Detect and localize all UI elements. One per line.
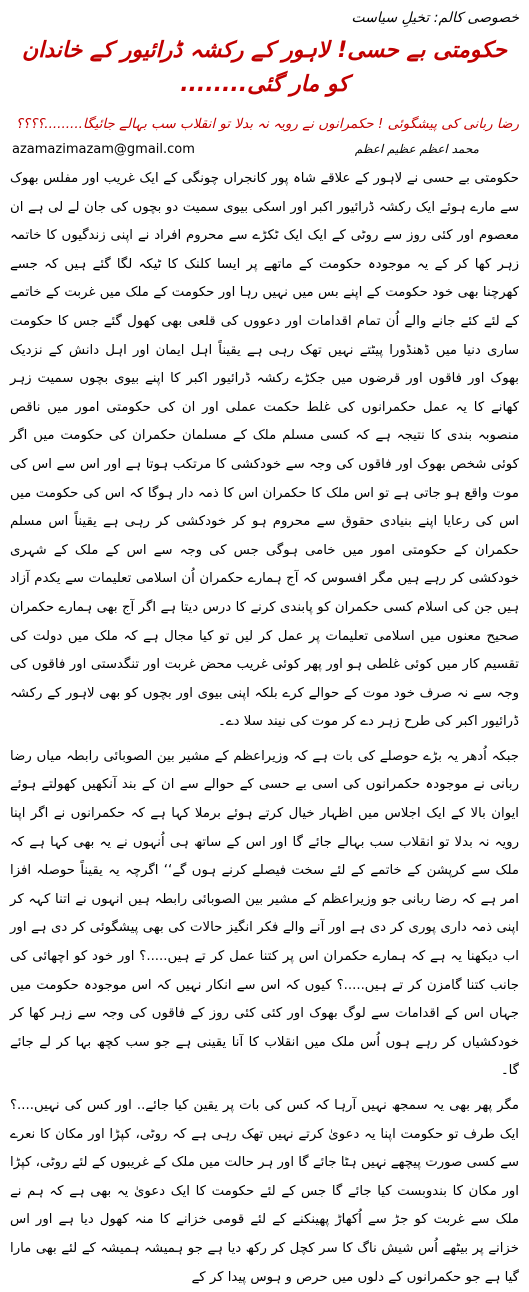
article-paragraph: مگر پھر بھی یہ سمجھ نہیں آرہا کہ کس کی بات پر یقین کیا جائے.. اور کس کی نہیں....؟ ایک طرف تو حکومت اپنا یہ دعویٰ کرتے نہیں تھک رہی ہے کہ روٹی، کپڑا اور مکان کا نعرے سے کسی صورت پیچھے نہیں ہٹا جائے گا اور ہر حالت میں ملک کے غریبوں کے لئے روٹی، کپڑا اور مکان کا بندوبست کیا جائے گا جس کے لئے حکومت کا ایک دعویٰ یہ بھی ہے کہ ہم نے ملک سے غربت کو جڑ سے اُکھاڑ پھینکنے کے لئے قومی خزانے کا منہ کھول دیا ہے اور اس خزانے پر بیٹھے اُس شیش ناگ کا سر کچل کر رکھ دیا ہے جو ہمیشہ ہمیشہ کے لئے بھی مارا گیا ہے جو حکمرانوں کے دلوں میں حرص و ہوس پیدا کر کے: [10, 1098, 519, 1285]
column-kicker: خصوصی کالم: تخیلِ سیاست: [351, 10, 519, 26]
author-email-link[interactable]: azamazimazam@gmail.com: [12, 142, 195, 157]
article-paragraph: جبکہ اُدھر یہ بڑے حوصلے کی بات ہے کہ وزیراعظم کے مشیر بین الصوبائی رابطہ میاں رضا ربانی نے موجودہ حکمرانوں کی اسی بے حسی کے حوالے سے ان کے بند آنکھیں کھولتے ہوئے ایوان بالا کے ایک اجلاس میں اظہار خیال کرتے ہوئے برملا کہا ہے کہ حکمرانوں نے اگر اپنا رویہ نہ بدلا تو انقلاب سب بہالے جائے گا اور اس کے ساتھ ہی اُنہوں نے یہ بھی کہا ہے کہ ملک سے کرپشن کے خاتمے کے لئے سخت فیصلے کرنے ہوں گے‘‘ اگرچہ یہ یقیناً حوصلہ افزا امر ہے کہ رضا ربانی جو وزیراعظم کے مشیر بین الصوبائی رابطہ ہیں انہوں نے اتنا کہہ کر اپنی ذمہ داری پوری کر دی ہے اور آنے والے فکر انگیز حالات کی بھی پیشگوئی کر دی ہے اور اب دیکھنا یہ ہے کہ ہمارے حکمران اس پر کتنا عمل کر تے ہیں.....؟ اور خود کو اچھائی کی جانب کتنا گامزن کر تے ہیں.....؟ کیوں کہ اس سے انکار نہیں کہ اس موجودہ حکومت میں جہاں اس کے اقدامات سے لوگ بھوک اور کئی کئی روز کے فاقوں کی وجہ سے زہر کھا کر خودکشیاں کر رہے ہوں اُس ملک میں انقلاب کا آنا یقینی ہے جو سب کچھ بہا کر لے جائے گا۔: [10, 748, 519, 1079]
article-headline: حکومتی بے حسی! لاہور کے رکشہ ڈرائیور کے خاندان کو مار گئی........: [21, 38, 508, 97]
article-subheadline: رضا ربانی کی پیشگوئی ! حکمرانوں نے رویہ نہ بدلا تو انقلاب سب بہالے جائیگا.........؟؟؟؟: [15, 116, 519, 132]
byline: [10, 142, 519, 157]
article-body: [10, 165, 519, 1292]
author-name: محمد اعظم عظیم اعظم: [354, 142, 479, 156]
article-paragraph: حکومتی بے حسی نے لاہور کے علاقے شاہ پور کانجراں چونگی کے ایک غریب اور مفلس بھوک سے مارے ہوئے ایک رکشہ ڈرائیور اکبر اور اسکی بیوی سمیت دو بچوں کی جان لے لی ہے ان معصوم اور کئی روز سے روٹی کے ایک ایک ٹکڑے سے محروم افراد نے اپنی زندگیوں کا خاتمہ زہر کھا کر کے یہ موجودہ حکومت کے ماتھے پر ایسا کلنک کا ٹیکہ لگا گئے ہیں کہ جسے کھرچنا بھی خود حکومت کے اپنے بس میں نہیں رہا اور حکومت کے ملک میں غربت کے خاتمے کے لئے کئے جانے والے اُن تمام اقدامات اور دعووں کی قلعی بھی کھول گئے جس کا حکومت ساری دنیا میں ڈھنڈورا پیٹتے نہیں تھک رہی ہے یقیناً اہل ایمان اور اہل دانش کے نزدیک بھوک اور فاقوں اور قرضوں میں جکڑے رکشہ ڈرائیور اکبر کا اپنے بیوی بچوں سمیت زہر کھانے کا یہ عمل حکمرانوں کی غلط حکمت عملی اور ان کی حکومتی امور میں ناقص منصوبہ بندی کا نتیجہ ہے کہ کسی مسلم ملک کے مسلمان حکمران کی حکومت میں اگر کوئی شخص بھوک اور فاقوں کی وجہ سے خودکشی کا مرتکب ہوتا ہے اور اس سے اس کی موت واقع ہو جاتی ہے تو اس ملک کا حکمران اس کا ذمہ دار ہوگا کہ اس کی حکومت میں اس کی رعایا اپنے بنیادی حقوق سے محروم ہو کر خودکشی کر رہی ہے یقیناً اس مسلم حکمران کے حکومتی امور میں خامی ہوگی جس کی وجہ سے اس کے ملک کے شہری خودکشی کر رہے ہیں مگر افسوس کہ آج ہمارے حکمران اُن اسلامی تعلیمات سے یکدم آزاد ہیں جن کی اسلام کسی حکمران کو پابندی کرنے کا درس دیتا ہے اگر آج بھی ہمارے حکمران صحیح معنوں میں اسلامی تعلیمات پر عمل کر لیں تو کیا مجال ہے کہ ملک میں دولت کی تقسیم کار میں کوئی غلطی ہو اور پھر کوئی غریب محض غربت اور تنگدستی اور فاقوں کی وجہ سے نہ صرف خود موت کے حوالے کرے بلکہ اپنی بیوی اور بچوں کو بھی لاہور کے رکشہ ڈرائیور اکبر کی طرح زہر دے کر موت کی نیند سلا دے۔: [10, 171, 519, 730]
